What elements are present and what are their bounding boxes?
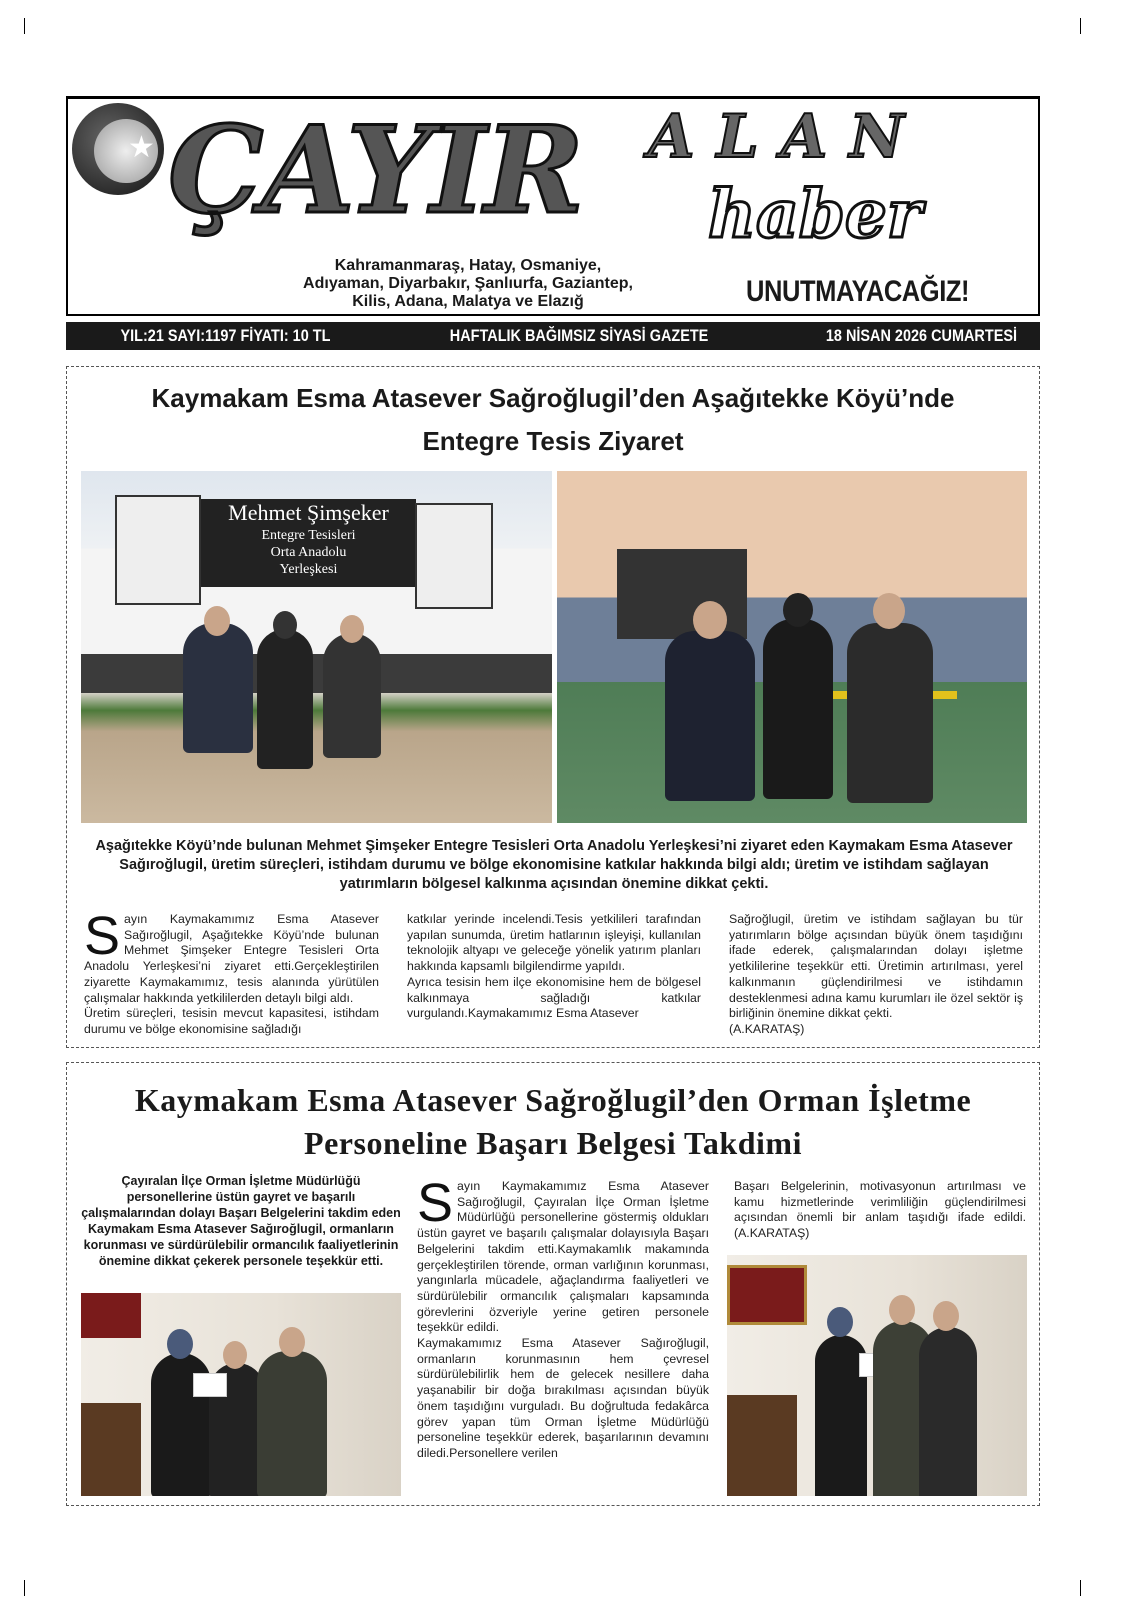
portrait-art [415, 503, 493, 609]
facility-sign [201, 499, 416, 587]
sign-line: Yerleşkesi [279, 562, 338, 577]
article-column-1 [84, 906, 379, 1038]
sign-line: Mehmet Şimşeker [228, 500, 389, 525]
crescent-star-icon: ★ [72, 103, 164, 195]
logo-alan: ALAN [648, 102, 927, 172]
article-column-3 [734, 1179, 1026, 1242]
issue-date: 18 NİSAN 2026 CUMARTESİ [826, 326, 1018, 345]
paragraph: Ayrıca tesisin hem ilçe ekonomisine hem de bölgesel kalkınmaya sağladığı katkılar vurgulandı.Kaymakamımız Esma Atasever [407, 974, 701, 1021]
paper-type: HAFTALIK BAĞIMSIZ SİYASİ GAZETE [449, 326, 709, 345]
paragraph: ayın Kaymakamımız Esma Atasever Sağıroğlugil, Aşağıtekke Köyü’nde bulunan Mehmet Şimşeker Entegre Tesisleri Orta Anadolu Yerleşkesi’ni ziyaret etti.Gerçekleştirilen ziyarette Kaymakamımız, tesis alanında yürütülen çalışmalar hakkında yetkililerden detaylı bilgi aldı. [84, 912, 379, 1005]
title-line: Kaymakam Esma Atasever Sağroğlugil’den Orman İşletme [134, 1082, 972, 1118]
crop-mark [1080, 18, 1081, 34]
logo-cayir: ÇAYIR [168, 100, 583, 241]
article-forestry-award [66, 1062, 1040, 1506]
photo-facility-exterior [81, 471, 552, 823]
drop-cap: S [84, 906, 121, 966]
paragraph: ayın Kaymakamımız Esma Atasever Sağıroğlugil, Çayıralan İlçe Orman İşletme Müdürlüğü personellerine göstermiş oldukları üstün gayret ve başarılı çalışmalar dolayısıyla Başarı Belgelerini takdim etti.Kaymakamlık makamında gerçekleştirilen törende, orman varlığının korunması, yangınlarla mücadele, ağaçlandırma faaliyetleri ve sürdürülebilir ormancılık çalışmaları kapsamında görevlerini özveriyle yerine getiren personele teşekkür edildi. [417, 1179, 709, 1335]
paragraph: katkılar yerinde incelendi.Tesis yetkilileri tarafından yapılan sunumda, üretim hatlarının işleyişi, kullanılan teknolojik altyapı ve geleceğe yönelik yatırım planları hakkında kapsamlı bilgilendirme yapıldı. [407, 912, 701, 974]
photo-caption: Çayıralan İlçe Orman İşletme Müdürlüğü personellerine üstün gayret ve başarılı çalışmalarından dolayı Başarı Belgelerini takdim eden Kaymakam Esma Atasever Sağıroğlugil, ormanların korunması ve sürdürülebilir ormancılık faaliyetlerinin önemine dikkat çekerek personele teşekkür etti. [81, 1174, 401, 1268]
sign-line: Entegre Tesisleri [261, 528, 356, 543]
article-column-2 [417, 1173, 709, 1462]
portrait-art [115, 495, 201, 605]
paragraph: Başarı Belgelerinin, motivasyonun artırılması ve kamu hizmetlerinde verimliliğin güçlendirilmesi açısından önemli bir anlam taşıdığı ifade edildi.(A.KARATAŞ) [734, 1179, 1026, 1241]
crop-mark [24, 18, 25, 34]
slogan: UNUTMAYACAĞIZ! [746, 275, 970, 308]
article-column-2 [407, 912, 701, 1022]
article-title [67, 1079, 1039, 1165]
title-line: Kaymakam Esma Atasever Sağroğlugil’den Aşağıtekke Köyü’nde [151, 383, 955, 413]
photo-award-right [727, 1255, 1027, 1496]
article-column-3 [729, 912, 1023, 1038]
issue-info: YIL:21 SAYI:1197 FİYATI: 10 TL [120, 326, 331, 345]
photo-caption: Aşağıtekke Köyü’nde bulunan Mehmet Şimşeker Entegre Tesisleri Orta Anadolu Yerleşkesi’ni ziyaret eden Kaymakam Esma Atasever Sağıroğlugil, üretim süreçleri, istihdam durumu ve bölge ekonomisine katkılar hakkında bilgi aldı; üretim ve istihdam sağlayan yatırımların bölgesel kalkınma açısından önemine dikkat çekti. [95, 838, 1013, 892]
masthead [66, 96, 1040, 316]
article-factory-visit [66, 366, 1040, 1048]
article-title [67, 377, 1039, 463]
title-line: Entegre Tesis Ziyaret [422, 426, 684, 456]
drop-cap: S [417, 1173, 454, 1233]
title-line: Personeline Başarı Belgesi Takdimi [304, 1125, 802, 1161]
sign-line: Orta Anadolu [270, 545, 347, 560]
paragraph: Üretim süreçleri, tesisin mevcut kapasitesi, istihdam durumu ve bölge ekonomisine sağladığı [84, 1006, 379, 1036]
info-bar [66, 322, 1040, 350]
byline: (A.KARATAŞ) [729, 1021, 805, 1036]
regions-line: Kahramanmaraş, Hatay, Osmaniye, [334, 257, 602, 274]
regions-list [218, 257, 718, 311]
photo-facility-interior [557, 471, 1027, 823]
crop-mark [1080, 1580, 1081, 1596]
crop-mark [24, 1580, 25, 1596]
logo-haber: haber [708, 175, 922, 253]
photo-award-left [81, 1293, 401, 1496]
paragraph: Kaymakamımız Esma Atasever Sağıroğlugil, ormanların korunmasının hem çevresel sürdürülebilirlik hem de gelecek nesillere daha yaşanabilir bir doğa bırakılması açısından büyük önem taşıdığını vurguladı. Bu doğrultuda fedakârca görev yapan tüm Orman İşletme Müdürlüğü personeline teşekkür ederek, başarılarının devamını diledi.Personellere verilen [417, 1336, 709, 1460]
paragraph: Sağroğlugil, üretim ve istihdam sağlayan bu tür yatırımların bölge açısından büyük önem taşıdığını ifade ederek, çalışmalarından dolayı işletme yetkililerine teşekkür etti. Üretimin artırılması, yerel kalkınmanın güçlendirilmesi ve istihdamın desteklenmesi adına kamu kurumları ile özel sektör iş birliğinin önemine dikkat çekti. [729, 912, 1023, 1021]
regions-line: Adıyaman, Diyarbakır, Şanlıurfa, Gaziantep, [303, 275, 633, 292]
regions-line: Kilis, Adana, Malatya ve Elazığ [352, 293, 584, 310]
